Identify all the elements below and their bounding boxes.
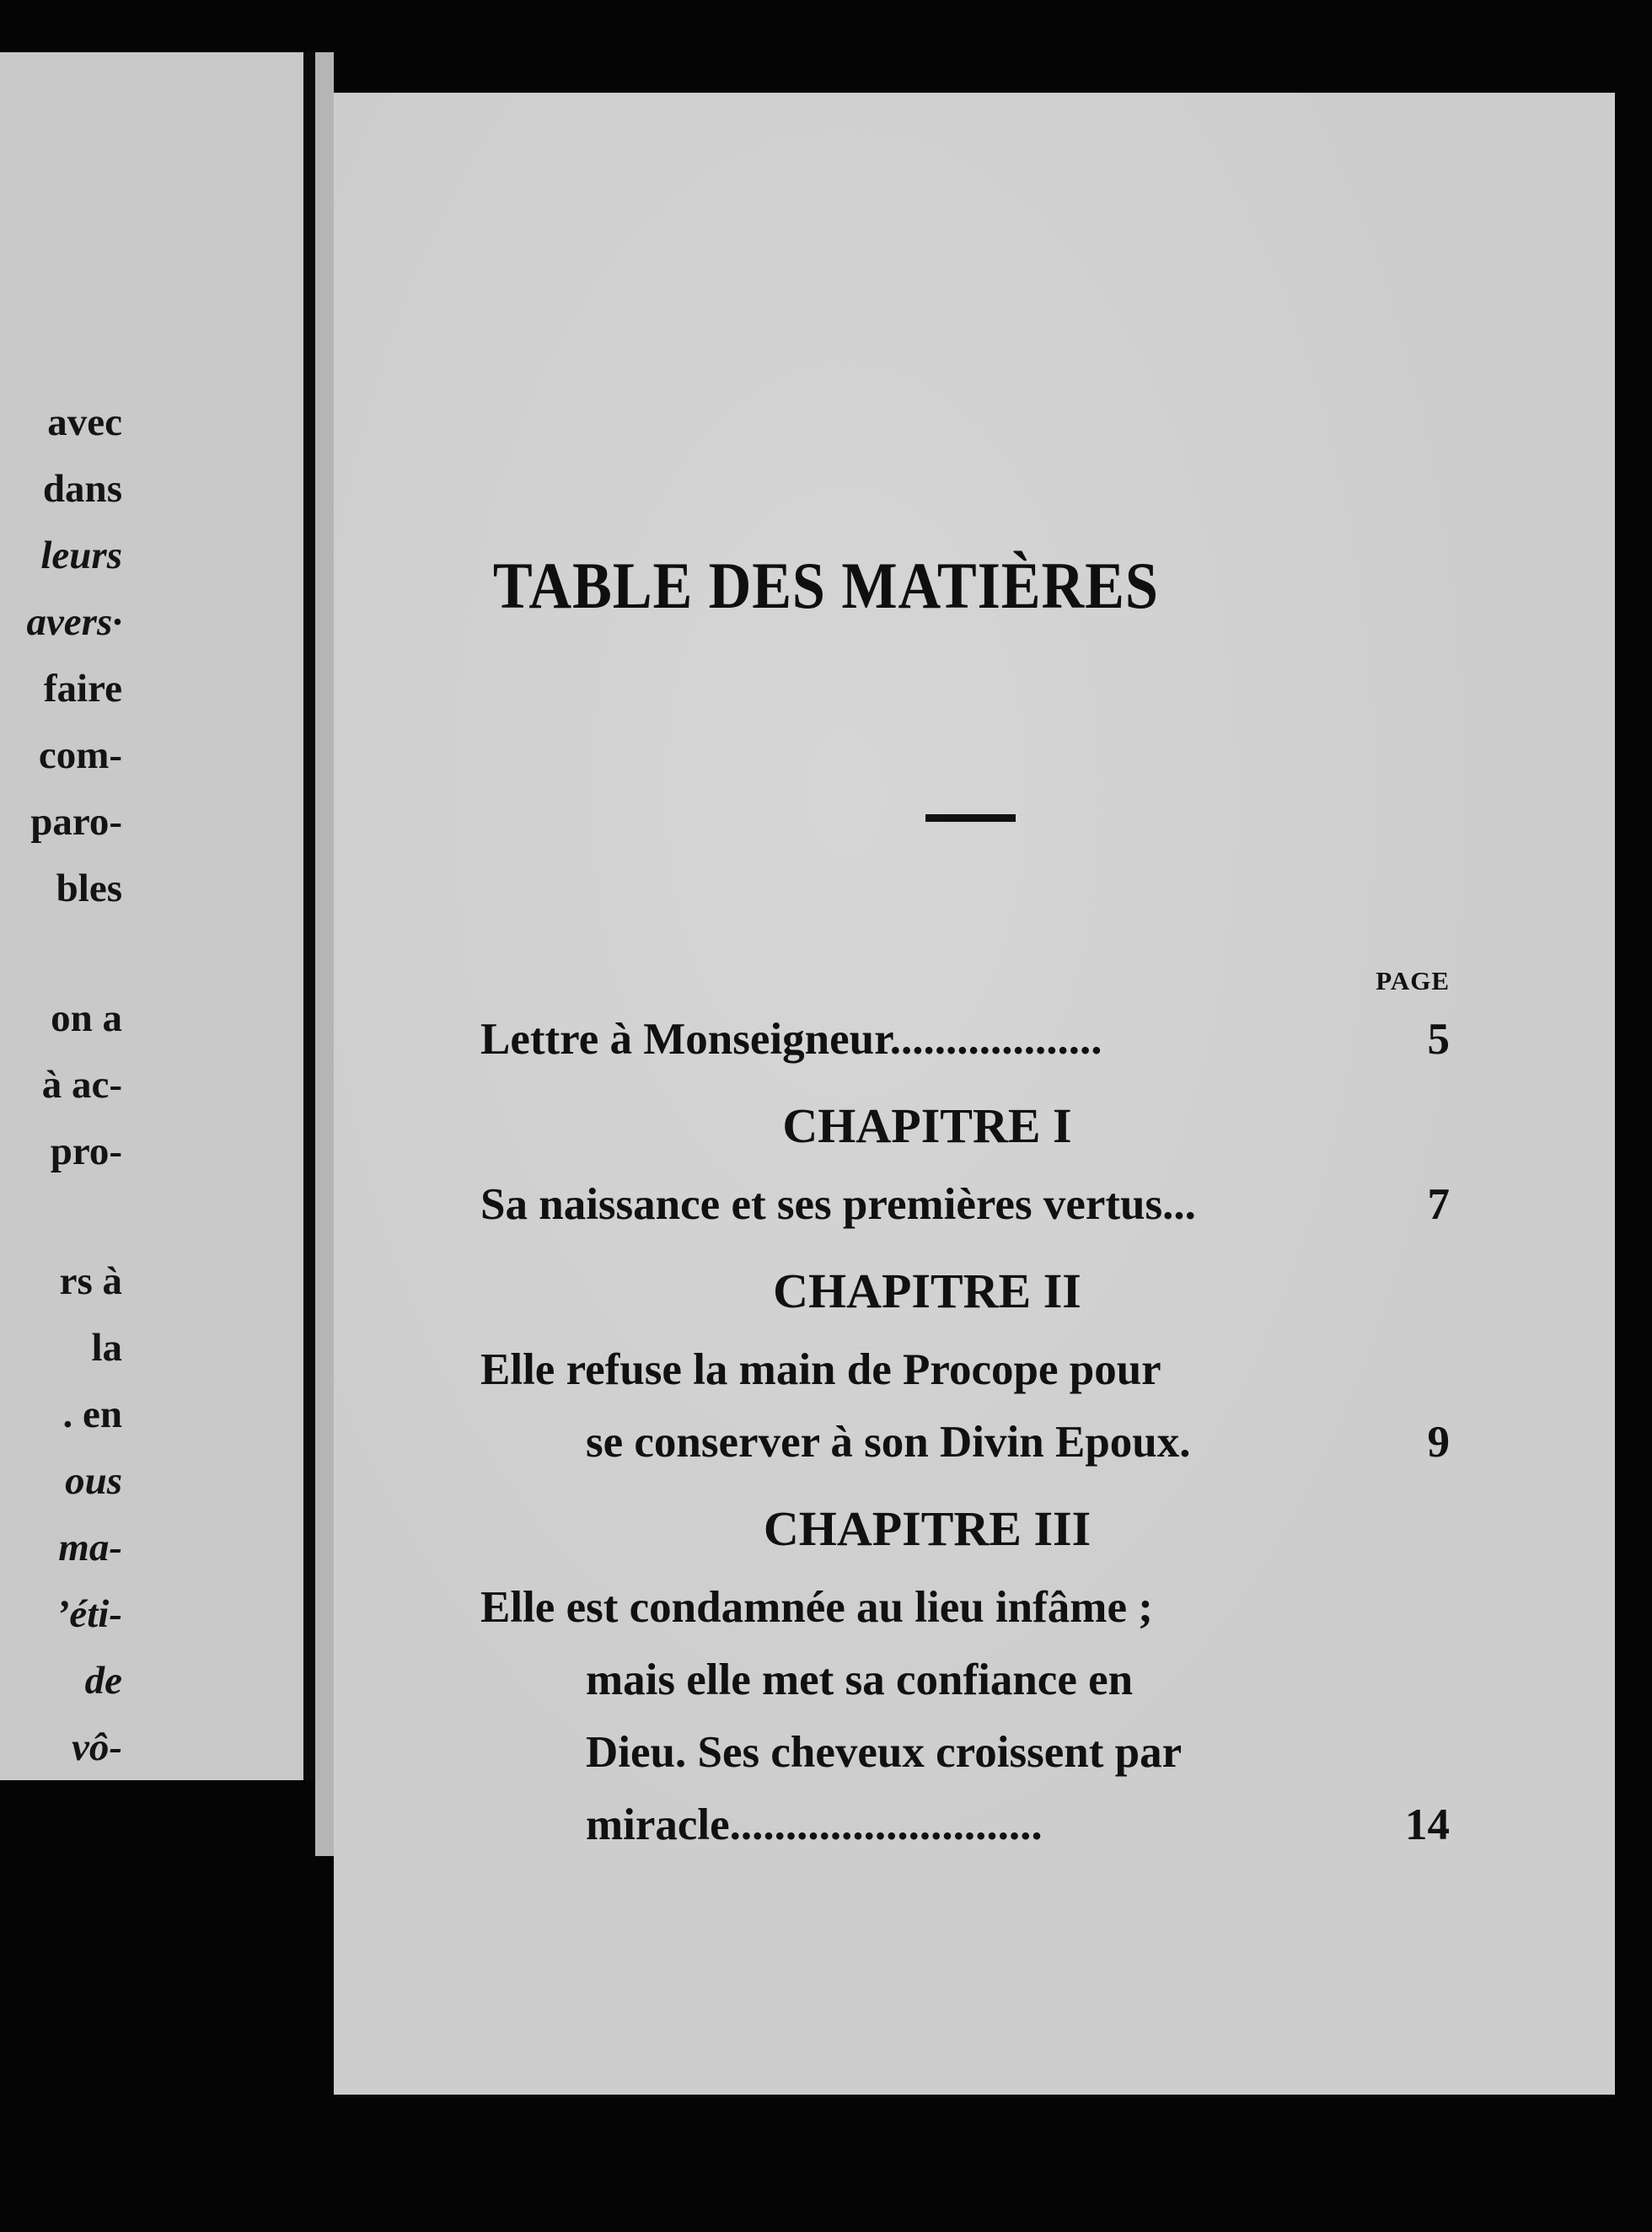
- left-fragment: . en: [62, 1392, 122, 1436]
- left-fragment: rs à: [59, 1259, 122, 1303]
- left-fragment: faire: [43, 667, 122, 711]
- toc-page-number: 14: [1405, 1800, 1450, 1849]
- toc-entry-front[interactable]: [480, 1003, 1450, 1076]
- toc-entry-text: Elle refuse la main de Procope pour: [480, 1345, 1161, 1394]
- left-fragment: ous: [65, 1459, 122, 1503]
- left-fragment: à ac-: [41, 1063, 122, 1107]
- toc-page-number: 9: [1427, 1418, 1450, 1467]
- toc-entry-text: se conserver à son Divin Epoux.: [586, 1418, 1191, 1467]
- toc-entry-text: miracle............................: [586, 1800, 1043, 1849]
- toc-entry-text: Elle est condamnée au lieu infâme ;: [480, 1583, 1153, 1632]
- left-fragment: on a: [51, 996, 122, 1040]
- left-fragment: bles: [56, 867, 122, 910]
- left-fragment: ’éti-: [56, 1592, 122, 1636]
- toc-entry-chapter-3[interactable]: [480, 1571, 1450, 1861]
- toc-entry-chapter-2[interactable]: [480, 1333, 1450, 1478]
- toc-page-number: 5: [1427, 1015, 1450, 1064]
- left-fragment: la: [91, 1326, 122, 1370]
- binding-gutter-line: [303, 52, 315, 1780]
- title-divider: [925, 814, 1016, 822]
- left-fragment: ma-: [58, 1526, 122, 1569]
- left-fragment: dans: [42, 467, 122, 511]
- chapter-heading: CHAPITRE I: [782, 1098, 1072, 1153]
- left-fragment: pro-: [50, 1129, 122, 1173]
- left-fragment: paro-: [30, 800, 122, 844]
- toc-entry-text: Sa naissance et ses premières vertus...: [480, 1180, 1196, 1229]
- toc-entry-text: Lettre à Monseigneur...................: [480, 1015, 1102, 1064]
- left-fragment: avec: [47, 400, 122, 444]
- page-title-text: TABLE DES MATIÈRES: [493, 549, 1159, 622]
- book-binding: [315, 52, 334, 1856]
- left-fragment: com-: [38, 733, 122, 777]
- toc-page-number: 7: [1427, 1180, 1450, 1229]
- left-fragment: de: [84, 1659, 122, 1703]
- toc-entry-text: mais elle met sa confiance en: [586, 1655, 1134, 1704]
- toc-entry-text: Dieu. Ses cheveux croissent par: [586, 1728, 1183, 1777]
- dot-leader: ...................: [889, 1015, 1102, 1064]
- page-column-heading: PAGE: [1376, 966, 1450, 995]
- chapter-heading: CHAPITRE III: [763, 1501, 1092, 1556]
- chapter-heading: CHAPITRE II: [773, 1264, 1081, 1318]
- dot-leader: ............................: [729, 1800, 1043, 1849]
- page-title: [0, 548, 1652, 624]
- left-page: [0, 52, 303, 1780]
- left-fragment: leurs: [40, 534, 122, 577]
- table-of-contents: [480, 1003, 1450, 1861]
- left-fragment: vô-: [71, 1725, 122, 1769]
- left-fragment: avers·: [26, 600, 122, 644]
- toc-entry-chapter-1[interactable]: [480, 1168, 1450, 1241]
